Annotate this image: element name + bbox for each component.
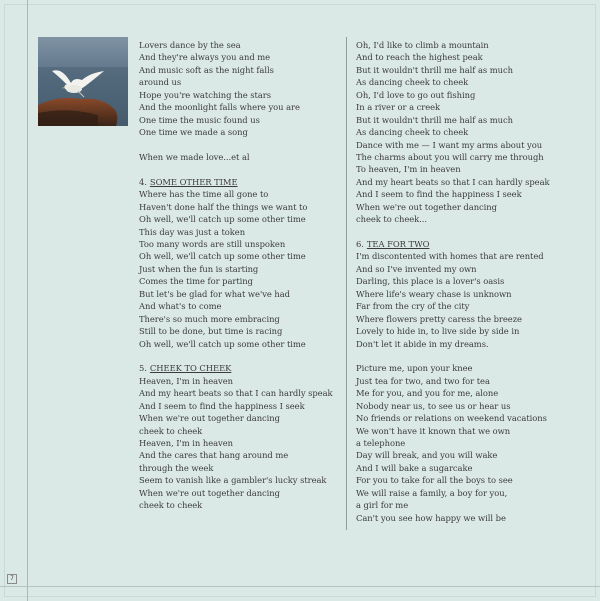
lyric-line: Oh well, we'll catch up some other time [139, 214, 306, 225]
song-title: TEA FOR TWO [366, 239, 430, 249]
lyric-line: Oh well, we'll catch up some other time [139, 251, 306, 262]
lyric-line: Darling, this place is a lover's oasis [356, 276, 505, 287]
right-lyrics-column [356, 39, 562, 524]
lyric-line: In a river or a creek [356, 102, 441, 113]
lyric-line: Where has the time all gone to [139, 189, 269, 200]
lyric-line: To heaven, I'm in heaven [356, 164, 461, 175]
lyric-line: Still to be done, but time is racing [139, 326, 283, 337]
lyric-line: There's so much more embracing [139, 313, 280, 324]
lyric-line: Seem to vanish like a gambler's lucky streak [139, 475, 327, 486]
lyric-line: And I will bake a sugarcake [356, 462, 473, 473]
lyric-line: Just tea for two, and two for tea [356, 375, 490, 386]
lyric-line: Hope you're watching the stars [139, 89, 271, 100]
lyric-line: Can't you see how happy we will be [356, 512, 506, 523]
lyric-line: And the moonlight falls where you are [139, 102, 300, 113]
lyric-line: And my heart beats so that I can hardly speak [139, 388, 333, 399]
lyric-line: Heaven, I'm in heaven [139, 375, 233, 386]
lyric-line: And to reach the highest peak [356, 52, 483, 63]
lyric-line: Dance with me — I want my arms about you [356, 139, 543, 150]
lyric-line: When we made love...et al [139, 151, 250, 162]
lyric-line: Oh, I'd love to go out fishing [356, 89, 476, 100]
song-title: CHEEK TO CHEEK [149, 363, 232, 374]
left-lyrics-column [139, 39, 345, 512]
lyric-line: And I seem to find the happiness I seek [139, 400, 305, 411]
lyric-line: But it wouldn't thrill me half as much [356, 114, 513, 125]
song-number: 5. [139, 363, 147, 374]
lyric-line: And they're always you and me [139, 52, 271, 63]
lyric-line: Me for you, and you for me, alone [356, 388, 499, 399]
lyric-line: cheek to cheek [139, 425, 203, 436]
lyric-line: When we're out together dancing [139, 487, 280, 498]
lyric-line: But let's be glad for what we've had [139, 288, 290, 299]
lyric-line: I'm discontented with homes that are rented [356, 251, 544, 262]
lyric-line: around us [139, 77, 182, 88]
lyric-line: Picture me, upon your knee [356, 363, 473, 374]
lyric-line: But it wouldn't thrill me half as much [356, 64, 513, 75]
column-divider [346, 37, 347, 530]
lyric-line: cheek to cheek... [356, 214, 428, 225]
lyric-line: And what's to come [139, 301, 222, 312]
lyric-line: And music soft as the night falls [139, 64, 274, 75]
lyric-line: Day will break, and you will wake [356, 450, 498, 461]
lyric-line: As dancing cheek to cheek [356, 77, 469, 88]
lyric-line: We won't have it known that we own [356, 425, 511, 436]
lyric-line: When we're out together dancing [356, 201, 497, 212]
lyric-line: cheek to cheek [139, 500, 203, 511]
page-number: 7 [7, 574, 17, 584]
seagull-photo [38, 37, 128, 126]
lyric-line: One time we made a song [139, 127, 248, 138]
lyric-line: Haven't done half the things we want to [139, 201, 308, 212]
lyric-line: Oh well, we'll catch up some other time [139, 338, 306, 349]
lyric-line: We will raise a family, a boy for you, [356, 487, 508, 498]
lyric-line: And so I've invented my own [356, 263, 477, 274]
lyric-line: And my heart beats so that I can hardly speak [356, 176, 550, 187]
lyric-line: This day was just a token [139, 226, 246, 237]
lyric-line: Far from the cry of the city [356, 301, 470, 312]
lyric-line: The charms about you will carry me through [356, 151, 544, 162]
lyric-line: Where life's weary chase is unknown [356, 288, 512, 299]
lyric-line: Too many words are still unspoken [139, 239, 286, 249]
left-margin-rule [27, 0, 28, 601]
lyric-line: Oh, I'd like to climb a mountain [356, 40, 489, 50]
lyric-line: a girl for me [356, 500, 409, 511]
lyric-line: Nobody near us, to see us or hear us [356, 400, 511, 411]
song-heading [139, 176, 345, 188]
lyric-line: Where flowers pretty caress the breeze [356, 313, 522, 324]
lyric-line: Don't let it abide in my dreams. [356, 338, 489, 349]
song-number: 4. [139, 176, 147, 187]
lyric-line: And the cares that hang around me [139, 450, 289, 461]
lyric-line: Comes the time for parting [139, 276, 253, 287]
lyric-line: Lovers dance by the sea [139, 40, 241, 50]
song-number: 6. [356, 239, 364, 249]
lyric-line: Lovely to hide in, to live side by side in [356, 326, 520, 337]
lyric-line: Heaven, I'm in heaven [139, 438, 233, 448]
lyric-line: through the week [139, 462, 214, 473]
song-title: SOME OTHER TIME [149, 176, 238, 187]
lyric-line: Just when the fun is starting [139, 263, 259, 274]
lyric-line: No friends or relations on weekend vacations [356, 413, 547, 424]
song-heading [356, 238, 562, 250]
lyric-line: a telephone [356, 438, 406, 448]
lyric-line: When we're out together dancing [139, 413, 280, 424]
bottom-rule [0, 586, 600, 587]
lyric-line: For you to take for all the boys to see [356, 475, 513, 486]
lyric-line: One time the music found us [139, 114, 260, 125]
lyric-line: And I seem to find the happiness I seek [356, 189, 522, 200]
lyric-line: As dancing cheek to cheek [356, 127, 469, 138]
song-heading [139, 362, 345, 374]
